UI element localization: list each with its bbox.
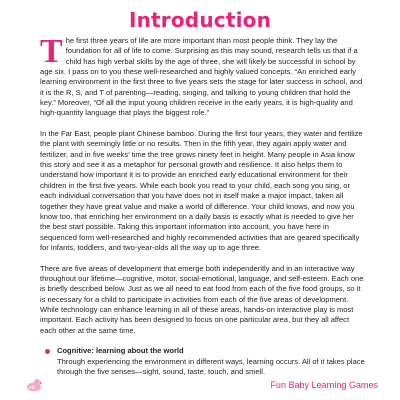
intro-text: he first three years of life are more important than most people think. They lay the foundation for all of life to come. Surprising as this may sound, research tells us that if a child has high verbal skills by the age of three, she will likely be successful in school by age six. I pass on to you these well-researched and highly valued concepts. “An enriched early learning environment in the first three to five years sets the stage for later success in school, and it is the R, S, and T of parenting—reading, singing, and talking to young children that hold the key.” Moreover, “Of all the input young children receive in the early years, it is high-quality and high-quantity language that plays the biggest role.” <box>40 36 363 118</box>
bullet-body <box>57 346 366 377</box>
development-areas-paragraph: There are five areas of development that emerge both independently and in an interactive way throughout our lifetime—cognitive, motor, social-emotional, language, and self-esteem. Each one is briefly described below. Just as we all need to eat food from each of the five food groups, so it is necessary for a child to participate in activities from each of the five areas of development. While technology can enhance learning in all of these areas, hands-on interactive play is most important. Each activity has been designed to focus on one particular area, but they all affect each other at the same time. <box>40 263 364 335</box>
drop-cap: T <box>40 33 63 70</box>
intro-paragraph <box>40 33 366 119</box>
duck-icon <box>26 378 42 392</box>
footer-book-title: Fun Baby Learning Games <box>270 380 378 390</box>
page-title: Introduction <box>128 8 272 32</box>
bamboo-paragraph: In the Far East, people plant Chinese bamboo. During the first four years, they water and fertilize the plant with seemingly little or no results. Then in the fifth year, they again apply water and fertilizer, and in five weeks’ time the tree grows ninety feet in height. Many people in Asia know this story and see it as a metaphor for personal growth and resilience. It also helps them to understand how important it is to provide an enriched early educational environment for their children in the first five years. While each book you read to your child, each song you sing, or each individual conversation that you have does not in itself make a major impact, taken all together they have great value and make a world of difference. Your child knows, and now you know too, that enriching her environment on a daily basis is exactly what is needed to give her the best start possible. Taking this important information into account, you have here in sequenced form well-researched and highly recommended activities that are geared specifically for infants, toddlers, and two-year-olds all the way up to age three. <box>40 129 363 252</box>
bullet-title: Cognitive: learning about the world <box>57 346 184 356</box>
bullet-item-cognitive <box>40 346 366 377</box>
page-number: viii <box>29 385 35 391</box>
bullet-dot-icon <box>45 349 50 354</box>
page-number-badge <box>26 378 42 392</box>
bullet-text: Through experiencing the environment in different ways, learning occurs. All of it takes place through the five senses—sight, sound, taste, touch, and smell. <box>57 356 365 376</box>
body-content <box>40 33 366 377</box>
